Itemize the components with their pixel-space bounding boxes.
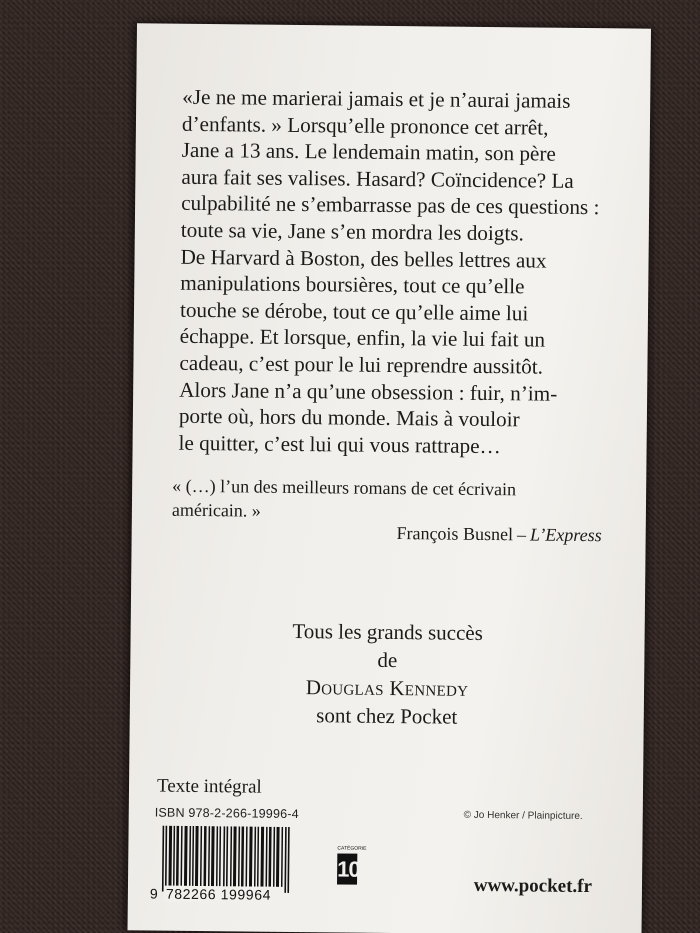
blurb-line: d’enfants. » Lorsqu’elle prononce cet arrêt, [181, 111, 549, 140]
promo-line-2 [130, 643, 645, 732]
isbn-text: ISBN 978-2-266-19996-4 [154, 805, 299, 822]
blurb-line: Alors Jane n’a qu’une obsession : fuir, n’im- [179, 377, 558, 406]
edition-note: Texte intégral [156, 775, 262, 798]
blurb-line: cadeau, c’est pour le lui reprendre aussitôt. [179, 350, 544, 379]
publisher-website: www.pocket.fr [473, 874, 593, 898]
book-back-cover [128, 23, 651, 933]
barcode-bars [150, 825, 303, 893]
review-publication: L’Express [529, 524, 602, 546]
review-quote-line: américain. » [171, 499, 261, 521]
review-dash: – [516, 524, 527, 545]
barcode-lead-digit: 9 [149, 885, 158, 902]
barcode-digits: 782266 199964 [165, 885, 272, 903]
blurb-line: échappe. Et lorsque, enfin, la vie lui fait un [179, 324, 546, 352]
category-label: CATÉGORIE [337, 845, 367, 852]
promo-author: Douglas Kennedy [305, 675, 469, 701]
blurb-line: aura fait ses valises. Hasard? Coïncidence? La [181, 164, 574, 193]
blurb-text [178, 84, 610, 461]
review-author: François Busnel [396, 523, 514, 545]
blurb-line: toute sa vie, Jane s’en mordra les doigts. [180, 217, 525, 246]
category-number: 10 [337, 853, 357, 884]
blurb-line: culpabilité ne s’embarrasse pas de ces questions : [181, 191, 600, 220]
barcode [150, 825, 303, 909]
blurb-line: «Je ne me marierai jamais et je n’aurai jamais [182, 84, 571, 113]
promo-prefix: de [377, 647, 398, 673]
blurb-line: manipulations boursières, tout ce qu’elle [180, 270, 525, 299]
review-quote [172, 474, 612, 527]
blurb-line: touche se dérobe, tout ce qu’elle aime lui [179, 297, 529, 326]
blurb-line: De Harvard à Boston, des belles lettres aux [180, 244, 547, 273]
photo-credit: © Jo Henker / Plainpicture. [463, 809, 583, 823]
promo-suffix: sont chez Pocket [316, 703, 458, 729]
category-badge [337, 845, 367, 885]
promo-line-1: Tous les grands succès [292, 618, 483, 645]
blurb-line: le quitter, c’est lui qui vous rattrape… [178, 430, 501, 458]
blurb-line: porte où, hors du monde. Mais à vouloir [178, 403, 520, 432]
review-quote-line: « (…) l’un des meilleurs romans de cet écrivain [172, 475, 517, 500]
blurb-line: Jane a 13 ans. Le lendemain matin, son père [181, 137, 556, 166]
publisher-promo [130, 615, 645, 732]
review-attribution [396, 523, 601, 546]
